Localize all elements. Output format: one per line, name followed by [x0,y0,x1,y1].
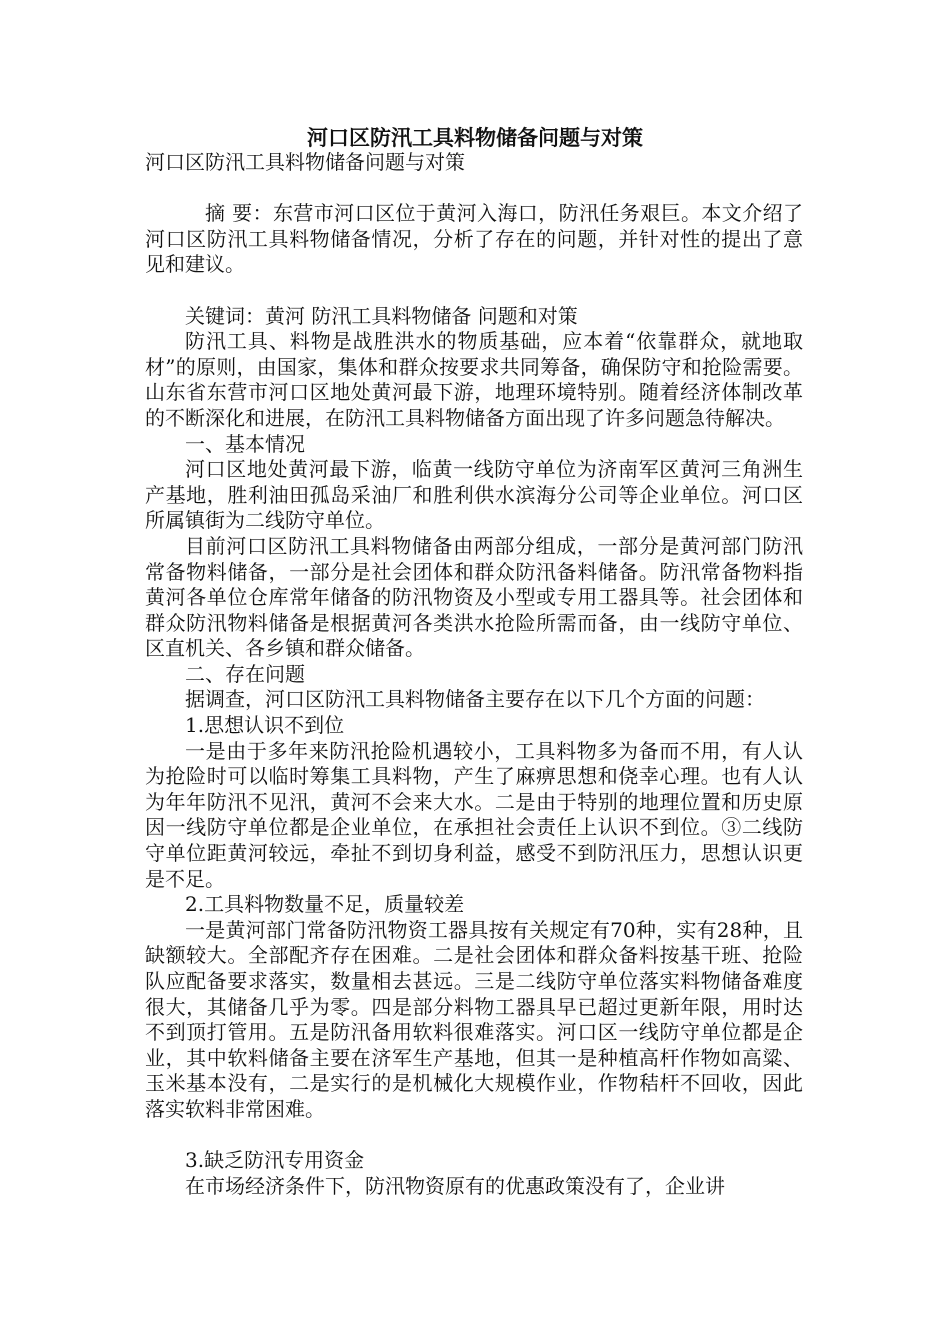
subsection-heading: 1.思想认识不到位 [185,713,345,738]
body-paragraph: 防汛工具、料物是战胜洪水的物质基础，应本着“依靠群众，就地取材”的原则，由国家，集体和群众按要求共同筹备，确保防守和抢险需要。山东省东营市河口区地处黄河最下游，地理环境特别。随着经济体制改革的不断深化和进展，在防汛工具料物储备方面出现了许多问题急待解决。 [145,329,803,430]
document-body [145,150,803,1199]
subsection-heading: 2.工具料物数量不足，质量较差 [185,892,465,917]
section-heading: 一、基本情况 [185,431,305,456]
body-paragraph: 据调查，河口区防汛工具料物储备主要存在以下几个方面的问题： [185,687,765,712]
body-paragraph: 一是由于多年来防汛抢险机遇较小，工具料物多为备而不用，有人认为抢险时可以临时筹集工具料物，产生了麻痹思想和侥幸心理。也有人认为年年防汛不见汛，黄河不会来大水。二是由于特别的地理位置和历史原因一线防守单位都是企业单位，在承担社会责任上认识不到位。③二线防守单位距黄河较远，牵扯不到切身利益，感受不到防汛压力，思想认识更是不足。 [145,738,803,891]
body-paragraph: 在市场经济条件下，防汛物资原有的优惠政策没有了，企业讲 [185,1173,725,1198]
blank-line [145,176,803,202]
document-subtitle: 河口区防汛工具料物储备问题与对策 [145,150,465,174]
keywords-line: 关键词：黄河 防汛工具料物储备 问题和对策 [185,303,578,328]
body-paragraph: 河口区地处黄河最下游，临黄一线防守单位为济南军区黄河三角洲生产基地，胜利油田孤岛采油厂和胜利供水滨海分公司等企业单位。河口区所属镇街为二线防守单位。 [145,457,803,533]
body-paragraph: 目前河口区防汛工具料物储备由两部分组成，一部分是黄河部门防汛常备物料储备，一部分是社会团体和群众防汛备料储备。防汛常备物料指黄河各单位仓库常年储备的防汛物资及小型或专用工器具等。社会团体和群众防汛物料储备是根据黄河各类洪水抢险所需而备，由一线防守单位、区直机关、各乡镇和群众储备。 [145,533,803,661]
section-heading: 二、存在问题 [185,661,305,686]
blank-line [145,278,803,304]
blank-line [145,1123,803,1149]
body-paragraph: 一是黄河部门常备防汛物资工器具按有关规定有70种，实有28种，且缺额较大。全部配齐存在困难。二是社会团体和群众备料按基干班、抢险队应配备要求落实，数量相去甚远。三是二线防守单位落实料物储备难度很大，其储备几乎为零。四是部分料物工器具早已超过更新年限，用时达不到顶打管用。五是防汛备用软料很难落实。河口区一线防守单位都是企业，其中软料储备主要在济军生产基地，但其一是种植高杆作物如高粱、玉米基本没有，二是实行的是机械化大规模作业，作物秸杆不回收，因此落实软料非常困难。 [145,917,803,1121]
subsection-heading: 3.缺乏防汛专用资金 [185,1148,365,1173]
document-title: 河口区防汛工具料物储备问题与对策 [307,125,643,150]
abstract-paragraph: 摘 要：东营市河口区位于黄河入海口，防汛任务艰巨。本文介绍了河口区防汛工具料物储备情况，分析了存在的问题，并针对性的提出了意见和建议。 [145,201,803,277]
